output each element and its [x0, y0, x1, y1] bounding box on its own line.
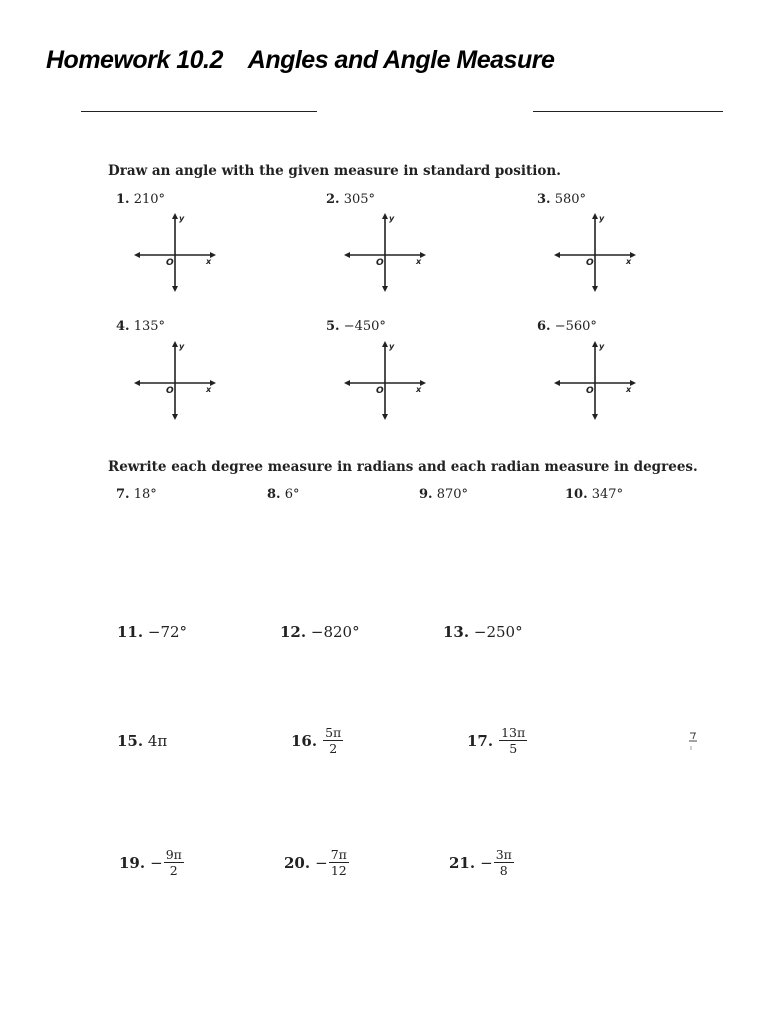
- coordinate-axes-2[interactable]: [344, 212, 428, 292]
- problem-value: −250°: [473, 623, 523, 641]
- fraction-sign: −: [150, 853, 163, 872]
- problem-2: [326, 192, 375, 207]
- problem-13: [443, 623, 523, 641]
- fraction: [329, 847, 349, 878]
- x-axis-left-arrow: [134, 380, 140, 386]
- problem-value: −560°: [554, 319, 597, 334]
- y-axis-up-arrow: [172, 213, 178, 219]
- problem-15: [117, 732, 167, 750]
- problem-number: 8.: [267, 487, 281, 502]
- problem-number: 12.: [280, 623, 307, 641]
- problem-value: 6°: [284, 487, 300, 502]
- problem-value: 305°: [343, 192, 376, 207]
- fraction-denominator: 5: [509, 741, 518, 756]
- y-axis-up-arrow: [172, 341, 178, 347]
- problem-number: 16.: [291, 731, 318, 750]
- y-axis-up-arrow: [592, 213, 598, 219]
- problem-9: [419, 487, 468, 502]
- origin-label: O: [586, 258, 594, 268]
- fraction-numerator: 13π: [501, 725, 526, 740]
- x-axis-left-arrow: [344, 252, 350, 258]
- x-axis-label: x: [206, 385, 212, 394]
- problem-number: 21.: [449, 853, 476, 872]
- x-axis-label: x: [206, 257, 212, 266]
- coordinate-axes-4[interactable]: [134, 340, 218, 420]
- y-axis-label: y: [599, 342, 605, 351]
- date-blank-line[interactable]: [533, 111, 723, 112]
- problem-number: 2.: [326, 192, 340, 207]
- problem-number: 13.: [443, 623, 470, 641]
- y-axis-down-arrow: [172, 414, 178, 420]
- fraction-sign: −: [480, 853, 493, 872]
- problem-4: [116, 319, 165, 334]
- problem-number: 3.: [537, 192, 551, 207]
- fraction-numerator: 9π: [165, 847, 182, 862]
- problem-8: [267, 487, 300, 502]
- x-axis-label: x: [626, 257, 632, 266]
- y-axis-down-arrow: [172, 286, 178, 292]
- problem-value: 347°: [591, 487, 624, 502]
- problem-number: 19.: [119, 853, 146, 872]
- coordinate-axes-1[interactable]: [134, 212, 218, 292]
- x-axis-left-arrow: [344, 380, 350, 386]
- problem-value: −820°: [310, 623, 360, 641]
- fraction: [499, 725, 527, 756]
- problem-value: 210°: [133, 192, 166, 207]
- origin-label: O: [376, 386, 384, 396]
- fraction-denominator: 2: [329, 741, 338, 756]
- fraction-numerator: 7π: [330, 847, 347, 862]
- y-axis-down-arrow: [382, 414, 388, 420]
- fraction: [494, 847, 514, 878]
- problem-21: [449, 847, 514, 878]
- problem-number: 20.: [284, 853, 311, 872]
- section2-instruction: Rewrite each degree measure in radians and each radian measure in degrees.: [108, 459, 698, 475]
- y-axis-down-arrow: [382, 286, 388, 292]
- coordinate-axes-3[interactable]: [554, 212, 638, 292]
- fraction-denominator: 8: [499, 863, 508, 878]
- y-axis-label: y: [599, 214, 605, 223]
- problem-number: 10.: [565, 487, 588, 502]
- page-title: Homework 10.2 Angles and Angle Measure: [46, 46, 555, 74]
- x-axis-label: x: [416, 385, 422, 394]
- problem-number: 1.: [116, 192, 130, 207]
- fraction: [164, 847, 184, 878]
- y-axis-up-arrow: [592, 341, 598, 347]
- y-axis-down-arrow: [592, 286, 598, 292]
- problem-value: 580°: [554, 192, 587, 207]
- problem-number: 6.: [537, 319, 551, 334]
- y-axis-label: y: [389, 342, 395, 351]
- y-axis-label: y: [179, 342, 185, 351]
- origin-label: O: [166, 258, 174, 268]
- fraction-denominator: 12: [330, 863, 347, 878]
- problem-number: 17.: [467, 731, 494, 750]
- name-blank-line[interactable]: [81, 111, 317, 112]
- problem-number: 15.: [117, 732, 144, 750]
- problem-value: −72°: [147, 623, 188, 641]
- x-axis-left-arrow: [554, 252, 560, 258]
- x-axis-left-arrow: [554, 380, 560, 386]
- x-axis-left-arrow: [134, 252, 140, 258]
- fraction-sign: −: [315, 853, 328, 872]
- y-axis-down-arrow: [592, 414, 598, 420]
- problem-value: 18°: [133, 487, 157, 502]
- y-axis-up-arrow: [382, 341, 388, 347]
- coordinate-axes-6[interactable]: [554, 340, 638, 420]
- problem-value: 870°: [436, 487, 469, 502]
- problem-7: [116, 487, 157, 502]
- origin-label: O: [166, 386, 174, 396]
- fraction-numerator: 5π: [325, 725, 342, 740]
- origin-label: O: [586, 386, 594, 396]
- problem-number: 4.: [116, 319, 130, 334]
- problem-11: [117, 623, 187, 641]
- problem-10: [565, 487, 623, 502]
- problem-number: 7.: [116, 487, 130, 502]
- problem-16: [291, 725, 343, 756]
- problem-3: [537, 192, 586, 207]
- problem-value: 135°: [133, 319, 166, 334]
- problem-value: −450°: [343, 319, 386, 334]
- fraction-denominator: 2: [169, 863, 178, 878]
- problem-6: [537, 319, 597, 334]
- problem-5: [326, 319, 386, 334]
- coordinate-axes-5[interactable]: [344, 340, 428, 420]
- fraction: [323, 725, 343, 756]
- y-axis-up-arrow: [382, 213, 388, 219]
- problem-number: 5.: [326, 319, 340, 334]
- problem-number: 11.: [117, 623, 144, 641]
- y-axis-label: y: [179, 214, 185, 223]
- problem-17: [467, 725, 527, 756]
- problem-value: 4π: [147, 732, 168, 750]
- x-axis-label: x: [626, 385, 632, 394]
- problem-12: [280, 623, 360, 641]
- problem-1: [116, 192, 165, 207]
- x-axis-label: x: [416, 257, 422, 266]
- y-axis-label: y: [389, 214, 395, 223]
- problem-number: 9.: [419, 487, 433, 502]
- cropped-fraction-fragment: [688, 729, 698, 753]
- fraction-numerator: 3π: [495, 847, 512, 862]
- problem-20: [284, 847, 349, 878]
- problem-19: [119, 847, 184, 878]
- origin-label: O: [376, 258, 384, 268]
- section1-instruction: Draw an angle with the given measure in standard position.: [108, 163, 561, 179]
